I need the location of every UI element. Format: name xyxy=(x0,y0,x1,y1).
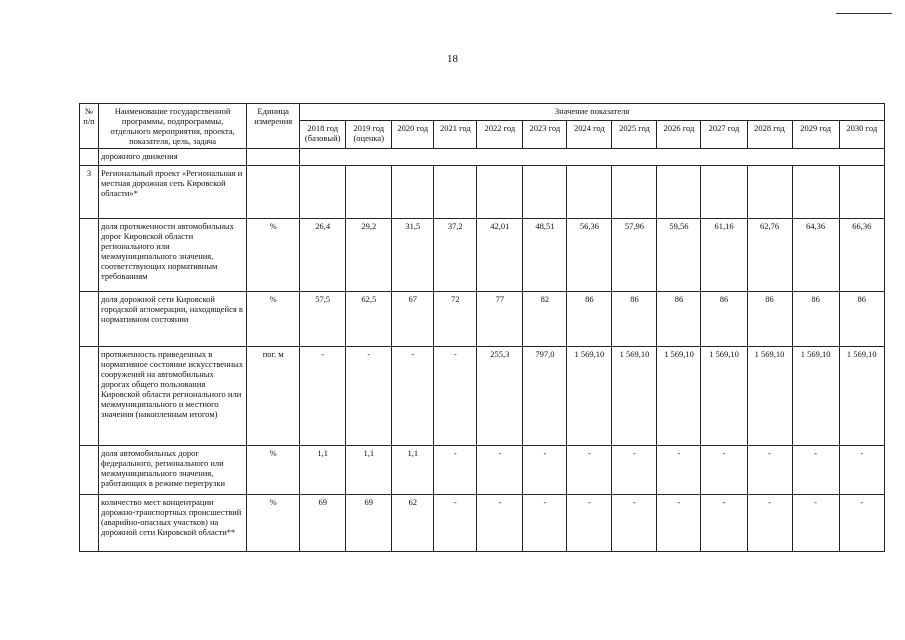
value-cell: 82 xyxy=(523,292,567,347)
header-year: 2021 год xyxy=(434,120,477,148)
value-cell: 1,1 xyxy=(300,446,346,495)
value-cell: - xyxy=(612,446,657,495)
value-cell: 86 xyxy=(612,292,657,347)
value-cell: 1 569,10 xyxy=(701,347,747,446)
header-year: 2018 год (базовый) xyxy=(300,120,346,148)
value-cell: - xyxy=(567,495,612,552)
value-cell: 62,5 xyxy=(346,292,392,347)
value-cell: 37,2 xyxy=(434,219,477,292)
value-cell: 69 xyxy=(346,495,392,552)
value-cell: 797,0 xyxy=(523,347,567,446)
value-cell: 29,2 xyxy=(346,219,392,292)
table-row xyxy=(80,219,885,292)
header-year: 2029 год xyxy=(792,120,839,148)
value-cell: 255,3 xyxy=(477,347,523,446)
value-cell: 61,16 xyxy=(701,219,747,292)
value-cell: 64,36 xyxy=(792,219,839,292)
indicator-unit: % xyxy=(247,446,300,495)
value-cell: 72 xyxy=(434,292,477,347)
indicator-unit: % xyxy=(247,292,300,347)
value-cell: - xyxy=(392,347,434,446)
value-cell: 57,5 xyxy=(300,292,346,347)
value-cell: 1 569,10 xyxy=(792,347,839,446)
value-cell: - xyxy=(300,347,346,446)
value-cell: 67 xyxy=(392,292,434,347)
project-num: 3 xyxy=(80,166,99,219)
header-year: 2025 год xyxy=(612,120,657,148)
value-cell: 1 569,10 xyxy=(747,347,792,446)
header-unit: Единица измерения xyxy=(247,104,300,149)
value-cell: - xyxy=(701,446,747,495)
value-cell: - xyxy=(523,446,567,495)
value-cell: 26,4 xyxy=(300,219,346,292)
page-number: 18 xyxy=(447,53,458,65)
top-rule xyxy=(836,13,892,14)
table-row xyxy=(80,347,885,446)
value-cell: - xyxy=(523,495,567,552)
value-cell: 86 xyxy=(747,292,792,347)
value-cell: - xyxy=(434,495,477,552)
header-num: № п/п xyxy=(80,104,99,149)
value-cell: 77 xyxy=(477,292,523,347)
indicator-name: доля автомобильных дорог федерального, регионального или межмуниципального значения, работающих в режиме перегрузки xyxy=(99,446,247,495)
value-cell: 42,01 xyxy=(477,219,523,292)
continuation-row xyxy=(80,149,885,166)
header-year: 2024 год xyxy=(567,120,612,148)
value-cell: - xyxy=(434,347,477,446)
header-year: 2022 год xyxy=(477,120,523,148)
indicator-name: доля протяженности автомобильных дорог Кировской области регионального или межмуниципального значения, соответствующих нормативным требованиям xyxy=(99,219,247,292)
value-cell: 86 xyxy=(701,292,747,347)
value-cell: 59,56 xyxy=(657,219,701,292)
value-cell: - xyxy=(657,495,701,552)
header-year: 2026 год xyxy=(657,120,701,148)
value-cell: - xyxy=(477,446,523,495)
value-cell: 48,51 xyxy=(523,219,567,292)
value-cell: 1 569,10 xyxy=(567,347,612,446)
table-row xyxy=(80,446,885,495)
header-value-group: Значение показателя xyxy=(300,104,885,121)
value-cell: 86 xyxy=(839,292,884,347)
value-cell: - xyxy=(792,495,839,552)
value-cell: 31,5 xyxy=(392,219,434,292)
value-cell: - xyxy=(839,495,884,552)
value-cell: - xyxy=(657,446,701,495)
header-year: 2020 год xyxy=(392,120,434,148)
value-cell: - xyxy=(346,347,392,446)
header-year: 2019 год (оценка) xyxy=(346,120,392,148)
header-year: 2030 год xyxy=(839,120,884,148)
value-cell: 86 xyxy=(567,292,612,347)
value-cell: 66,36 xyxy=(839,219,884,292)
value-cell: - xyxy=(839,446,884,495)
header-year: 2027 год xyxy=(701,120,747,148)
value-cell: - xyxy=(477,495,523,552)
indicator-name: протяженность приведенных в нормативное состояние искусственных сооружений на автомобильных дорогах общего пользования Кировской области регионального или межмуниципального и местного значения (накопленным итогом) xyxy=(99,347,247,446)
value-cell: 62 xyxy=(392,495,434,552)
indicator-unit: % xyxy=(247,219,300,292)
value-cell: - xyxy=(612,495,657,552)
indicator-name: количество мест концентрации дорожно-транспортных происшествий (аварийно-опасных участков) на дорожной сети Кировской области** xyxy=(99,495,247,552)
value-cell: - xyxy=(567,446,612,495)
indicator-unit: % xyxy=(247,495,300,552)
value-cell: 69 xyxy=(300,495,346,552)
value-cell: 1 569,10 xyxy=(839,347,884,446)
value-cell: 57,96 xyxy=(612,219,657,292)
value-cell: 1 569,10 xyxy=(657,347,701,446)
header-year: 2023 год xyxy=(523,120,567,148)
value-cell: - xyxy=(747,446,792,495)
value-cell: 62,76 xyxy=(747,219,792,292)
value-cell: - xyxy=(701,495,747,552)
value-cell: 1,1 xyxy=(392,446,434,495)
value-cell: - xyxy=(747,495,792,552)
indicator-table xyxy=(79,103,885,552)
value-cell: - xyxy=(792,446,839,495)
project-name: Региональный проект «Региональная и местная дорожная сеть Кировской области»* xyxy=(99,166,247,219)
header-year: 2028 год xyxy=(747,120,792,148)
value-cell: - xyxy=(434,446,477,495)
value-cell: 56,36 xyxy=(567,219,612,292)
value-cell: 86 xyxy=(792,292,839,347)
header-name: Наименование государственной программы, подпрограммы, отдельного мероприятия, проекта, показателя, цель, задача xyxy=(99,104,247,149)
indicator-unit: пог. м xyxy=(247,347,300,446)
indicator-name: доля дорожной сети Кировской городской агломерации, находящейся в нормативном состоянии xyxy=(99,292,247,347)
value-cell: 1 569,10 xyxy=(612,347,657,446)
table-row xyxy=(80,292,885,347)
value-cell: 86 xyxy=(657,292,701,347)
value-cell: 1,1 xyxy=(346,446,392,495)
continuation-text: дорожного движения xyxy=(99,149,247,166)
table-row xyxy=(80,495,885,552)
project-row xyxy=(80,166,885,219)
